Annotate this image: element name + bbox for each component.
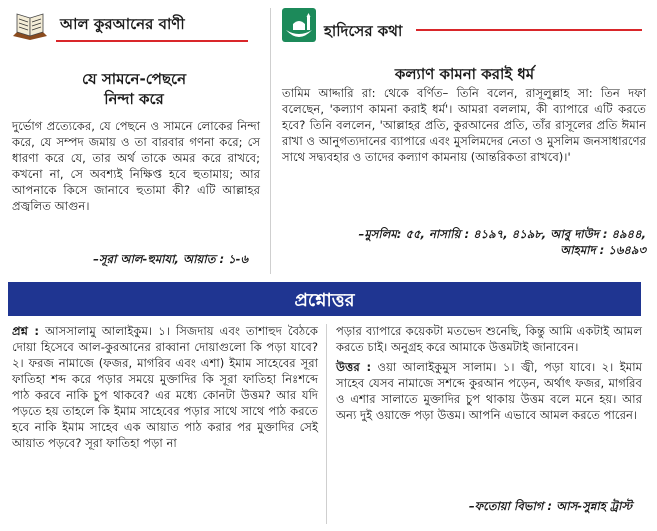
question-text: আসসালামু আলাইকুম। ১। সিজদায় এবং তাশাহুদ বৈঠকে দোয়া হিসেবে আল-কুরআনের রাব্বানা দোয়াগুলো কি পড়া যাবে? ২। ফরজ নামাজে (ফজর, মাগরিব এবং এশা) ইমাম সাহেবের সূরা ফাতিহা শব্দ করে পড়ার সময়ে মুক্তাদির কি সূরা ফাতিহা নিঃশব্দে পাঠ করবে নাকি চুপ থাকবে? এর মধ্যে কোনটা উত্তম? আর যদি পড়তে হয় তাহলে কি ইমাম সাহেবের পড়ার সাথে সাথে পাঠ করতে হবে নাকি ইমাম সাহেব এক আয়াত পাঠ করার পর মুক্তাদির সেই আয়াত পড়বে? সূরা ফাতিহা পড়া না — [12, 324, 319, 450]
quran-header-title: আল কুরআনের বাণী — [60, 15, 185, 33]
hadith-body — [282, 85, 646, 165]
hadith-citation — [282, 226, 646, 258]
question-paragraph — [12, 323, 318, 451]
mosque-icon — [282, 8, 316, 42]
quran-section — [0, 0, 268, 280]
hadith-article-title: কল্যাণ কামনা করাই ধর্ম — [394, 65, 535, 83]
top-column-divider — [270, 8, 271, 274]
quran-book-icon — [10, 10, 50, 42]
question-continued-text: পড়ার ব্যাপারে কয়েকটা মতভেদ শুনেছি, কিন্তু আমি একটাই আমল করতে চাই। অনুগ্রহ করে আমাকে উত্তমটাই জানাবেন। — [336, 324, 642, 354]
hadith-body-text: তামিম আদ্দারি রা: থেকে বর্ণিত– তিনি বলেন, রাসূলুল্লাহ সা: তিন দফা বলেছেন, 'কল্যাণ কামনা করাই ধর্ম'। আমরা বললাম, কী ব্যাপারে এটি করতে হবে? তিনি বললেন, 'আল্লাহর প্রতি, কুরআনের প্রতি, তাঁর রাসূলের প্রতি ঈমান রাখা ও আনুগত্যদানের ব্যাপারে এবং মুসলিমদের নেতা ও মুসলিম জনসাধারণের সাথে সদ্ব্যবহার ও তাদের কল্যাণ কামনায় (আন্তরিকতা রাখবে)।' — [282, 86, 646, 164]
bottom-column-divider — [326, 324, 327, 524]
quran-body-text: দুর্ভোগ প্রত্যেকের, যে পেছনে ও সামনে লোকের নিন্দা করে, যে সম্পদ জমায় ও তা বারবার গণনা করে; সে ধারণা করে যে, তার অর্থ তাকে অমর করে রাখবে; কখনো না, সে অবশ্যই নিক্ষিপ্ত হবে হুতামায়; আর আপনাকে কিসে জানাবে হুতামা কী? এটি আল্লাহর প্রজ্বলিত আগুন। — [12, 119, 260, 213]
hadith-citation-line-2: আহমাদ : ১৬৪৯৩ — [560, 243, 646, 257]
quran-header-rule — [56, 40, 248, 42]
answer-paragraph — [336, 359, 642, 423]
answer-text: ওয়া আলাইকুমুস সালাম। ১। জ্বী, পড়া যাবে। ২। ইমাম সাহেব যেসব নামাজে সশব্দে কুরআন পড়েন, অর্থাৎ ফজর, মাগরিব ও এশার সালাতে মুক্তাদির চুপ থাকায় উত্তম বলে মনে হয়। আর অন্য দুই ওয়াক্তে পড়া উত্তম। আপনি এভাবে আমল করতে পারেন। — [336, 360, 643, 422]
hadith-header-rule — [416, 29, 642, 31]
hadith-citation-line-1: –মুসলিম: ৫৫, নাসায়ি : ৪১৯৭, ৪১৯৮, আবু দাউদ : ৪৯৪৪, — [358, 227, 646, 241]
hadith-header-title: হাদিসের কথা — [324, 22, 403, 40]
qa-question-column — [12, 323, 318, 451]
qa-answer-column — [336, 323, 642, 423]
hadith-section — [272, 0, 657, 280]
quran-body — [12, 118, 260, 214]
qa-signature: –ফতোয়া বিভাগ : আস-সুন্নাহ ট্রাস্ট — [468, 499, 632, 513]
quran-title-line-2: নিন্দা করে — [104, 90, 164, 108]
quran-article-title — [0, 69, 268, 109]
qa-banner — [8, 282, 641, 316]
quran-title-line-1: যে সামনে-পেছনে — [81, 70, 187, 88]
qa-banner-title: প্রশ্নোত্তর — [294, 290, 355, 311]
answer-label: উত্তর : — [336, 360, 372, 374]
quran-citation: –সূরা আল-হুমাযা, আয়াত : ১-৬ — [93, 252, 248, 266]
question-label: প্রশ্ন : — [12, 324, 40, 338]
